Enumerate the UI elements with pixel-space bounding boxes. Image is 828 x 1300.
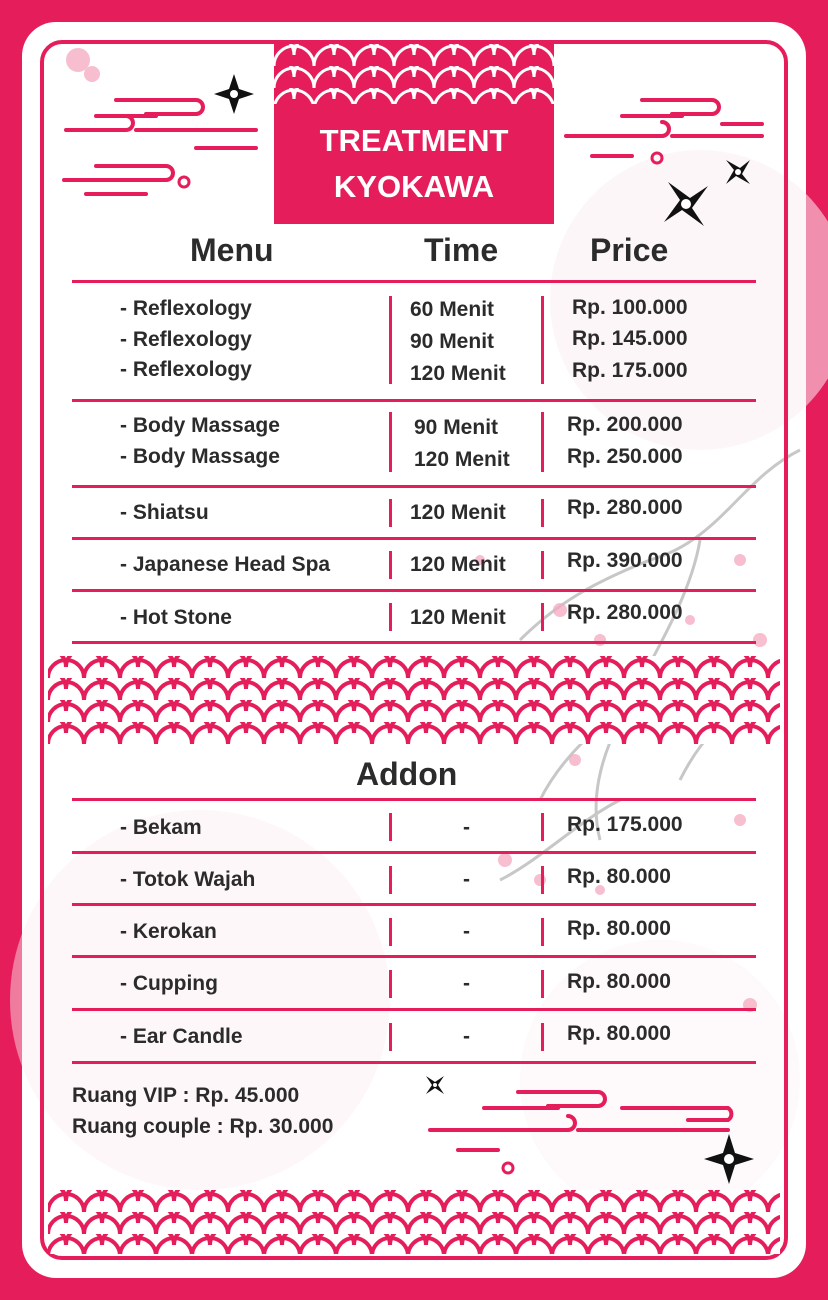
treatment-time: 90 Menit	[414, 416, 499, 439]
divider	[72, 798, 756, 801]
header-time: Time	[424, 232, 499, 268]
treatment-time: 120 Menit	[414, 448, 510, 471]
title-line-1: TREATMENT	[319, 123, 509, 158]
addon-time: -	[463, 1025, 470, 1048]
column-separator	[541, 918, 544, 946]
addon-price: Rp. 80.000	[567, 970, 671, 993]
column-separator	[541, 866, 544, 894]
addon-time: -	[463, 972, 470, 995]
divider	[72, 399, 756, 402]
treatment-price: Rp. 200.000	[567, 413, 683, 436]
column-separator	[389, 970, 392, 998]
treatment-name: - Reflexology	[120, 297, 252, 320]
treatment-name: - Japanese Head Spa	[120, 553, 331, 576]
column-separator	[389, 551, 392, 579]
header-price: Price	[590, 232, 669, 268]
divider	[72, 641, 756, 644]
column-separator	[389, 499, 392, 527]
column-separator	[389, 412, 392, 472]
column-separator	[541, 813, 544, 841]
treatment-time: 90 Menit	[410, 330, 495, 353]
column-separator	[541, 551, 544, 579]
divider	[72, 1061, 756, 1064]
addon-name: - Kerokan	[120, 920, 217, 943]
treatment-name: - Reflexology	[120, 328, 252, 351]
addon-price: Rp. 80.000	[567, 917, 671, 940]
room-vip-price: Ruang VIP : Rp. 45.000	[72, 1084, 300, 1107]
column-separator	[541, 1023, 544, 1051]
treatment-name: - Body Massage	[120, 414, 280, 437]
addon-name: - Totok Wajah	[120, 868, 256, 891]
room-couple-price: Ruang couple : Rp. 30.000	[72, 1115, 334, 1138]
treatment-name: - Reflexology	[120, 358, 252, 381]
divider	[72, 1008, 756, 1011]
divider	[72, 280, 756, 283]
cloud-ornament-bottom	[428, 1086, 738, 1176]
divider	[72, 955, 756, 958]
column-separator	[389, 296, 392, 384]
treatment-time: 120 Menit	[410, 606, 506, 629]
column-separator	[541, 970, 544, 998]
treatment-name: - Body Massage	[120, 445, 280, 468]
treatment-price: Rp. 250.000	[567, 445, 683, 468]
treatment-price: Rp. 145.000	[572, 327, 688, 350]
shuriken-icon	[704, 1134, 754, 1184]
column-separator	[389, 866, 392, 894]
shuriken-icon	[424, 1074, 446, 1096]
treatment-time: 120 Menit	[410, 362, 506, 385]
wave-scale-pattern	[48, 656, 780, 744]
treatment-price: Rp. 390.000	[567, 549, 683, 572]
addon-price: Rp. 175.000	[567, 813, 683, 836]
treatment-name: - Shiatsu	[120, 501, 209, 524]
title-line-2: KYOKAWA	[333, 169, 495, 204]
treatment-name: - Hot Stone	[120, 606, 232, 629]
column-separator	[389, 918, 392, 946]
column-separator	[389, 1023, 392, 1051]
divider	[72, 851, 756, 854]
addon-time: -	[463, 816, 470, 839]
column-separator	[541, 412, 544, 472]
divider	[72, 903, 756, 906]
treatment-price: Rp. 280.000	[567, 496, 683, 519]
addon-name: - Bekam	[120, 816, 202, 839]
wave-scale-pattern	[48, 1190, 780, 1254]
divider	[72, 589, 756, 592]
column-separator	[389, 603, 392, 631]
treatment-price: Rp. 100.000	[572, 296, 688, 319]
addon-title: Addon	[356, 756, 458, 792]
addon-time: -	[463, 868, 470, 891]
column-separator	[389, 813, 392, 841]
addon-name: - Cupping	[120, 972, 218, 995]
treatment-price: Rp. 280.000	[567, 601, 683, 624]
shuriken-icon	[722, 156, 754, 188]
shuriken-icon	[662, 180, 710, 228]
column-separator	[541, 499, 544, 527]
column-separator	[541, 296, 544, 384]
addon-price: Rp. 80.000	[567, 1022, 671, 1045]
treatment-time: 120 Menit	[410, 553, 506, 576]
addon-name: - Ear Candle	[120, 1025, 243, 1048]
divider	[72, 485, 756, 488]
column-separator	[541, 603, 544, 631]
treatment-price: Rp. 175.000	[572, 359, 688, 382]
header-menu: Menu	[190, 232, 274, 268]
treatment-time: 60 Menit	[410, 298, 495, 321]
divider	[72, 537, 756, 540]
treatment-time: 120 Menit	[410, 501, 506, 524]
addon-price: Rp. 80.000	[567, 865, 671, 888]
shuriken-icon	[214, 74, 254, 114]
addon-time: -	[463, 920, 470, 943]
